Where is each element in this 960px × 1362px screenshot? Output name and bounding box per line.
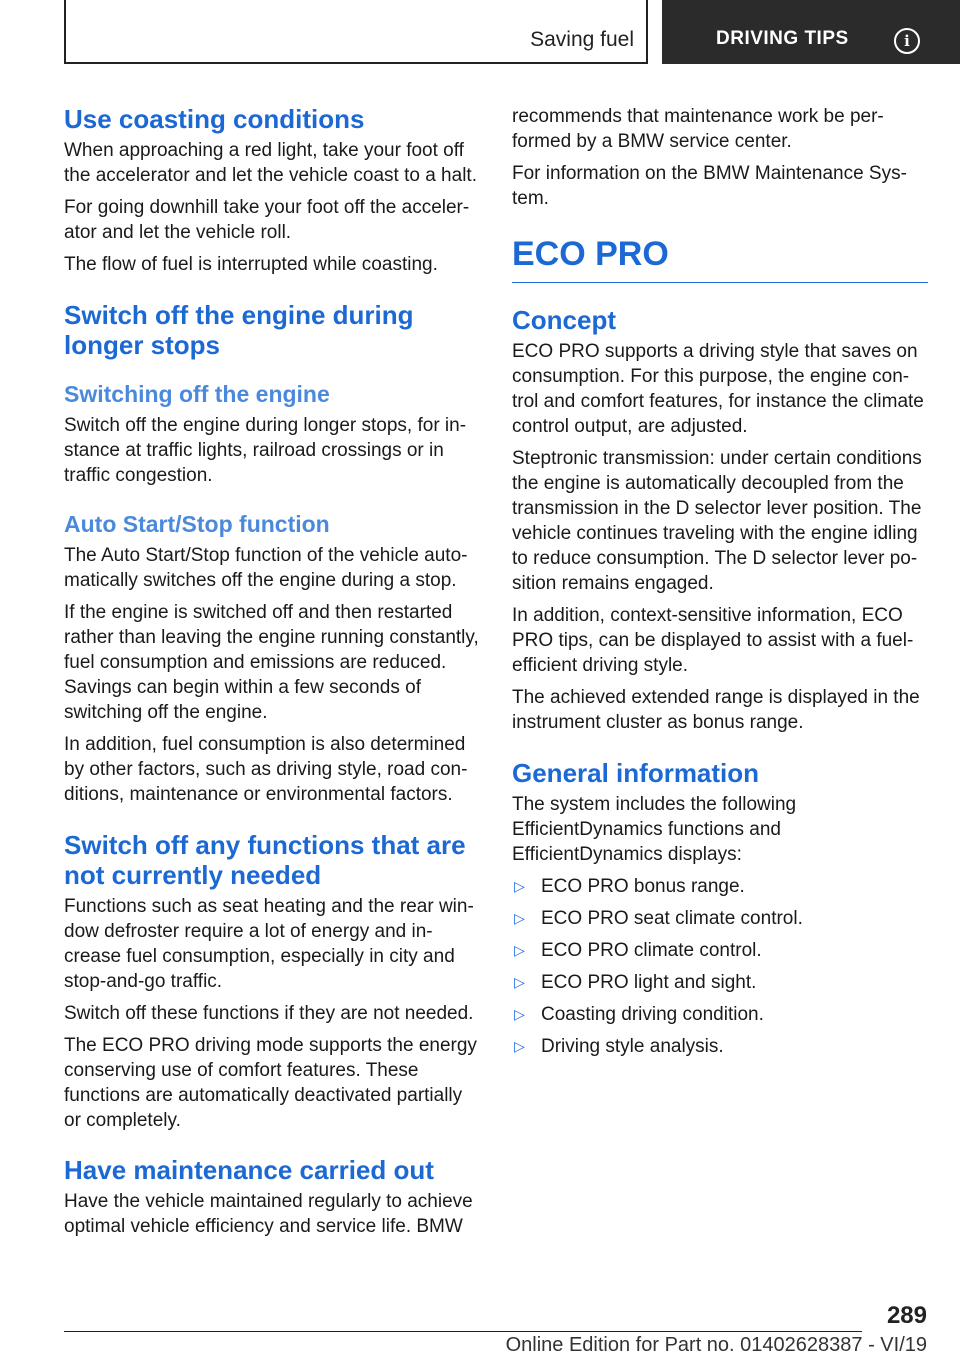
paragraph: Switch off the engine during longer stops, for instance at traffic lights, railroad crossings or in traffic congestion. (64, 415, 467, 486)
paragraph: For information on the BMW Maintenance System. (512, 163, 907, 209)
heading-use-coasting: Use coasting conditions (64, 104, 365, 134)
paragraph: ECO PRO supports a driving style that saves on consumption. For this purpose, the engine control and comfort features, for instance the climate control output, are adjusted. (512, 341, 924, 437)
heading-switch-off-functions: Switch off any functions that are not currently needed (64, 830, 466, 890)
triangle-bullet-icon: ▷ (514, 1038, 525, 1054)
heading-switch-off-engine: Switch off the engine during longer stops (64, 300, 414, 360)
list-item (512, 874, 928, 899)
paragraph: In addition, context-sensitive information, ECO PRO tips, can be displayed to assist with a fuel-efficient driving style. (512, 605, 914, 676)
list-item-text: Coasting driving condition. (541, 1004, 764, 1025)
heading-general-information: General information (512, 758, 760, 788)
triangle-bullet-icon: ▷ (514, 878, 525, 894)
subheading-auto-start-stop: Auto Start/Stop function (64, 511, 330, 537)
header-section-box (64, 0, 648, 64)
paragraph: The ECO PRO driving mode supports the energy conserving use of comfort features. These functions are automatically deactivated partially or completely. (64, 1035, 477, 1131)
paragraph: In addition, fuel consumption is also determined by other factors, such as driving style, road conditions, maintenance or environmental factors. (64, 734, 468, 805)
heading-maintenance: Have maintenance carried out (64, 1155, 434, 1185)
list-item-text: ECO PRO seat climate control. (541, 908, 803, 929)
heading-eco-pro: ECO PRO (512, 234, 928, 283)
page-number: 289 (886, 1302, 927, 1329)
paragraph: When approaching a red light, take your foot off the accelerator and let the vehicle coast to a halt. (64, 140, 477, 186)
edition-note: Online Edition for Part no. 01402628387 - VI/19 (505, 1334, 927, 1356)
list-item (512, 1034, 928, 1059)
paragraph: If the engine is switched off and then restarted rather than leaving the engine running constantly, fuel consumption and emissions are reduced. Savings can begin within a few seconds of switching off the engine. (64, 602, 479, 723)
list-item (512, 970, 928, 995)
chapter-tab[interactable] (662, 0, 960, 64)
list-item-text: Driving style analysis. (541, 1036, 724, 1057)
paragraph: For going downhill take your foot off the accelerator and let the vehicle roll. (64, 197, 470, 243)
paragraph: The Auto Start/Stop function of the vehicle automatically switches off the engine during a stop. (64, 545, 468, 591)
list-item (512, 1002, 928, 1027)
paragraph: Steptronic transmission: under certain conditions the engine is automatically decoupled from the transmission in the D selector lever position. The vehicle continues traveling with the engine idling to reduce consumption. The D selector lever position remains engaged. (512, 448, 922, 594)
triangle-bullet-icon: ▷ (514, 1006, 525, 1022)
triangle-bullet-icon: ▷ (514, 942, 525, 958)
left-column (64, 96, 480, 1239)
paragraph: Switch off these functions if they are not needed. (64, 1003, 474, 1024)
paragraph: Functions such as seat heating and the rear window defroster require a lot of energy and increase fuel consumption, especially in city and stop-and-go traffic. (64, 896, 474, 992)
paragraph: The flow of fuel is interrupted while coasting. (64, 254, 438, 275)
list-item (512, 906, 928, 931)
right-column (512, 96, 928, 1059)
paragraph: Have the vehicle maintained regularly to achieve optimal vehicle efficiency and service life. BMW (64, 1191, 473, 1237)
chapter-title: DRIVING TIPS (716, 28, 849, 49)
paragraph: recommends that maintenance work be performed by a BMW service center. (512, 106, 884, 152)
list-item-text: ECO PRO light and sight. (541, 972, 757, 993)
triangle-bullet-icon: ▷ (514, 910, 525, 926)
list-item-text: ECO PRO climate control. (541, 940, 762, 961)
subheading-switching-off: Switching off the engine (64, 381, 330, 407)
list-item (512, 938, 928, 963)
paragraph: The achieved extended range is displayed in the instrument cluster as bonus range. (512, 687, 920, 733)
paragraph: The system includes the following EfficientDynamics functions and EfficientDynamics displays: (512, 794, 797, 865)
functions-list (512, 874, 928, 1059)
heading-concept: Concept (512, 305, 616, 335)
info-icon[interactable]: i (894, 28, 920, 54)
footer-divider (64, 1331, 862, 1332)
section-title: Saving fuel (530, 28, 634, 51)
triangle-bullet-icon: ▷ (514, 974, 525, 990)
list-item-text: ECO PRO bonus range. (541, 876, 745, 897)
